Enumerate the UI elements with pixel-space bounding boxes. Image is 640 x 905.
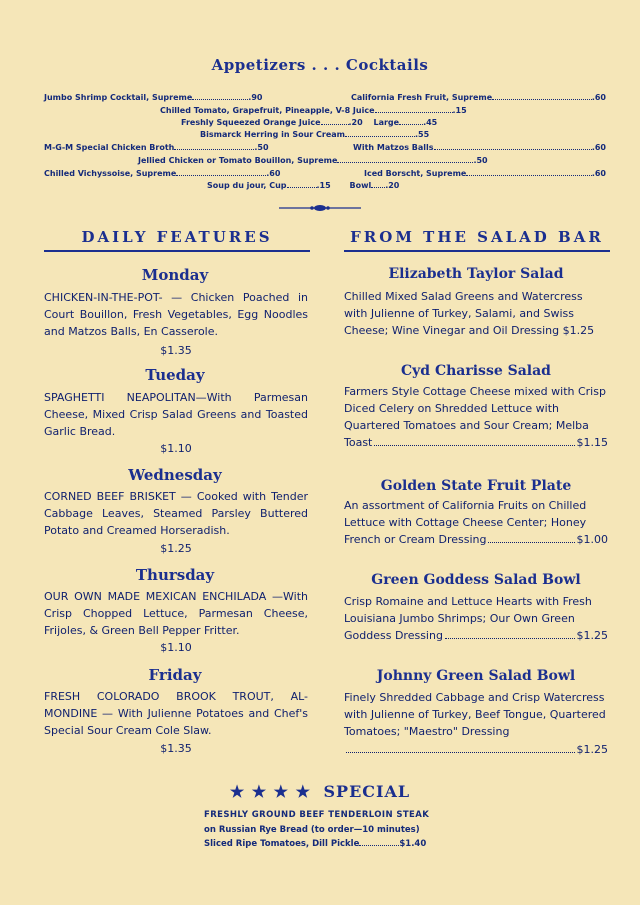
- salad-price-line: Goddess Dressing $1.25: [344, 629, 608, 642]
- salad-description: Finely Shredded Cabbage and Crisp Watercress with Julienne of Turkey, Beef Tongue, Quartered Tomatoes; "Maestro" Dressing: [344, 691, 606, 739]
- appetizer-line: M-G-M Special Chicken Broth .50: [44, 143, 269, 152]
- special-line: on Russian Rye Bread (to order—10 minutes): [204, 825, 420, 835]
- salad-title-johnny-green: Johnny Green Salad Bowl: [376, 668, 576, 684]
- appetizer-line: California Fresh Fruit, Supreme .60: [351, 93, 606, 102]
- day-price: $1.10: [160, 442, 192, 455]
- salad-title-green-goddess: Green Goddess Salad Bowl: [371, 572, 581, 588]
- salad-price-line: French or Cream Dressing $1.00: [344, 533, 608, 546]
- appetizer-line: Chilled Tomato, Grapefruit, Pineapple, V-8 Juice .15: [160, 106, 467, 115]
- day-price: $1.10: [160, 641, 192, 654]
- daily-features-header: DAILY FEATURES: [44, 228, 310, 252]
- salad-description: Farmers Style Cottage Cheese mixed with Crisp Diced Celery on Shredded Lettuce with Quartered Tomatoes and Sour Cream; Melba: [344, 385, 606, 433]
- appetizer-line: With Matzos Balls .60: [353, 143, 606, 152]
- special-title: ★ ★ ★ ★ SPECIAL: [229, 782, 411, 801]
- appetizer-line: Jumbo Shrimp Cocktail, Supreme .90: [44, 93, 263, 102]
- day-price: $1.35: [160, 742, 192, 755]
- salad-price-line: Toast $1.15: [344, 436, 608, 449]
- ornament-divider: [279, 203, 361, 213]
- salad-title-cyd-charisse: Cyd Charisse Salad: [401, 363, 551, 379]
- day-description: SPAGHETTI NEAPOLITAN—With Parmesan Cheese, Mixed Crisp Salad Greens and Toasted Garlic Bread.: [44, 391, 308, 439]
- day-description: FRESH COLORADO BROOK TROUT, AL-MONDINE — With Julienne Potatoes and Chef's Special Sour Cream Cole Slaw.: [44, 690, 308, 738]
- salad-title-golden-state: Golden State Fruit Plate: [380, 478, 572, 494]
- day-price: $1.35: [160, 344, 192, 357]
- day-title-thursday: Thursday: [135, 566, 215, 584]
- appetizer-line: Jellied Chicken or Tomato Bouillon, Supreme .50: [138, 156, 488, 165]
- special-line: Sliced Ripe Tomatoes, Dill Pickle $1.40: [204, 839, 427, 849]
- salad-price-line: $1.25: [344, 741, 608, 758]
- salad-description: Chilled Mixed Salad Greens and Watercress with Julienne of Turkey, Salami, and Swiss Cheese; Wine Vinegar and Oil Dressing $1.25: [344, 290, 595, 338]
- salad-description: Crisp Romaine and Lettuce Hearts with Fresh Louisiana Jumbo Shrimps; Our Own Green: [344, 595, 592, 626]
- appetizer-line: Soup du jour, Cup .15 Bowl .20: [207, 181, 400, 190]
- day-title-tuesday: Tueday: [145, 366, 205, 384]
- day-price: $1.25: [160, 542, 192, 555]
- appetizers-title: Appetizers . . . Cocktails: [211, 56, 429, 74]
- day-title-wednesday: Wednesday: [128, 466, 222, 484]
- day-description: CHICKEN-IN-THE-POT- — Chicken Poached in Court Bouillon, Fresh Vegetables, Egg Noodles and Matzos Balls, En Casserole.: [44, 291, 308, 339]
- special-line: FRESHLY GROUND BEEF TENDERLOIN STEAK: [204, 810, 430, 820]
- salad-description: An assortment of California Fruits on Chilled Lettuce with Cottage Cheese Center; Honey: [344, 499, 587, 530]
- day-title-friday: Friday: [148, 666, 202, 684]
- appetizer-line: Bismarck Herring in Sour Cream .55: [200, 130, 430, 139]
- appetizer-line: Iced Borscht, Supreme .60: [364, 169, 606, 178]
- salad-bar-header: FROM THE SALAD BAR: [344, 228, 610, 252]
- day-title-monday: Monday: [141, 266, 209, 284]
- star-icons: ★ ★ ★ ★: [229, 782, 311, 801]
- appetizer-line: Chilled Vichyssoise, Supreme .60: [44, 169, 281, 178]
- day-description: OUR OWN MADE MEXICAN ENCHILADA —With Crisp Chopped Lettuce, Parmesan Cheese, Frijoles, & Green Bell Pepper Fritter.: [44, 590, 308, 638]
- salad-title-elizabeth-taylor: Elizabeth Taylor Salad: [388, 266, 564, 282]
- appetizer-line: Freshly Squeezed Orange Juice .20 Large .45: [181, 118, 438, 127]
- day-description: CORNED BEEF BRISKET — Cooked with Tender Cabbage Leaves, Steamed Parsley Buttered Potato and Creamed Horseradish.: [44, 490, 308, 538]
